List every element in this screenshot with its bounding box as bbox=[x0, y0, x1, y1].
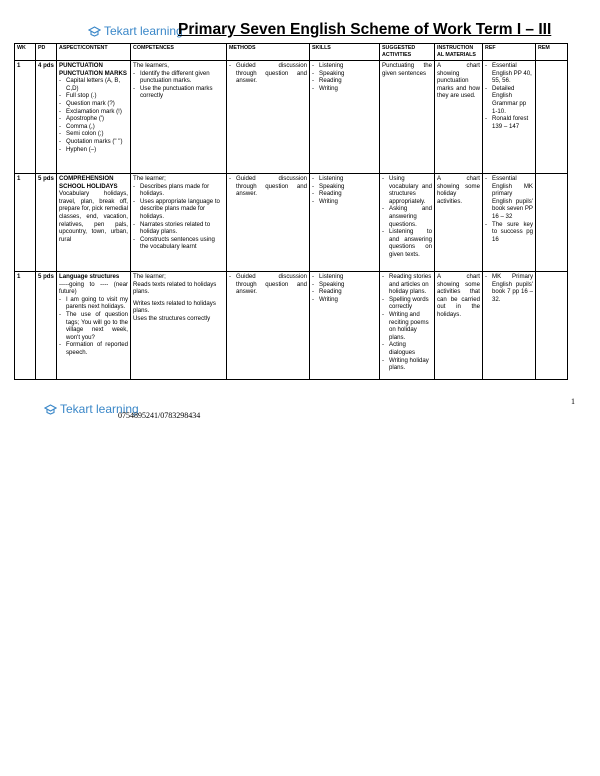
skills-cell bbox=[310, 272, 380, 380]
aspect-cell bbox=[57, 174, 131, 272]
aspect-text: Vocabulary holidays, travel, plan, break off, prepare for, pick remedial classes, end, vacation, relatives, pen pals, upcountry, town, urban, rural bbox=[59, 190, 128, 243]
table-row bbox=[15, 272, 568, 380]
periods-cell: 4 pds bbox=[36, 61, 57, 174]
list-item: - Full stop (.) bbox=[59, 92, 128, 100]
graduation-cap-icon bbox=[44, 404, 57, 415]
scheme-of-work-table bbox=[14, 43, 568, 380]
competences-cell bbox=[131, 272, 227, 380]
remarks-cell bbox=[536, 61, 568, 174]
list-item: - Listening bbox=[312, 273, 377, 281]
list-item: - Guided discussion through question and answer. bbox=[229, 273, 307, 296]
list-item: - Reading bbox=[312, 288, 377, 296]
list-item: - Listening to and answering questions on given texts. bbox=[382, 228, 432, 258]
activities-cell bbox=[380, 174, 435, 272]
list-item: - Speaking bbox=[312, 70, 377, 78]
column-header: WK bbox=[15, 44, 36, 61]
table-row bbox=[15, 174, 568, 272]
tekart-logo-top bbox=[88, 24, 183, 38]
column-header: METHODS bbox=[227, 44, 310, 61]
column-header: ASPECT/CONTENT bbox=[57, 44, 131, 61]
list-item: - Acting dialogues bbox=[382, 341, 432, 356]
list-item: - Describes plans made for holidays. bbox=[133, 183, 224, 198]
graduation-cap-icon bbox=[88, 26, 101, 37]
competence-paragraph: Reads texts related to holidays plans. bbox=[133, 280, 217, 296]
table-row bbox=[15, 61, 568, 174]
competences-cell bbox=[131, 174, 227, 272]
list-item: - Capital letters (A, B, C,D) bbox=[59, 77, 128, 92]
column-header: PD bbox=[36, 44, 57, 61]
competences-intro: The learner; bbox=[133, 175, 166, 182]
list-item: - The sure key to success pg 16 bbox=[485, 221, 533, 244]
list-item: - Essential English MK primary English pupils' book seven PP 16 – 32 bbox=[485, 175, 533, 221]
phone-numbers: 0754895241/0783298434 bbox=[118, 411, 201, 420]
skills-cell bbox=[310, 61, 380, 174]
list-item: - Writing and reciting poems on holiday plans. bbox=[382, 311, 432, 341]
page-number: 1 bbox=[571, 397, 575, 406]
week-cell: 1 bbox=[15, 174, 36, 272]
list-item: - Constructs sentences using the vocabulary learnt bbox=[133, 236, 224, 251]
materials-cell: A chart showing some holiday activities. bbox=[435, 174, 483, 272]
competences-intro: The learner; bbox=[133, 273, 166, 280]
list-item: - Speaking bbox=[312, 183, 377, 191]
periods-cell: 5 pds bbox=[36, 272, 57, 380]
list-item: - Reading bbox=[312, 77, 377, 85]
list-item: - Formation of reported speech. bbox=[59, 341, 128, 356]
list-item: - Comma (,) bbox=[59, 123, 128, 131]
list-item: - Uses appropriate language to describe plans made for holidays. bbox=[133, 198, 224, 221]
remarks-cell bbox=[536, 174, 568, 272]
column-header: REM bbox=[536, 44, 568, 61]
methods-cell bbox=[227, 61, 310, 174]
list-item: - Reading stories and articles on holiday plans. bbox=[382, 273, 432, 296]
list-item: - Exclamation mark (!) bbox=[59, 108, 128, 116]
list-item: - Apostrophe (') bbox=[59, 115, 128, 123]
list-item: - Using vocabulary and structures appropriately. bbox=[382, 175, 432, 205]
activities-cell: Punctuating the given sentences bbox=[380, 61, 435, 174]
week-cell: 1 bbox=[15, 61, 36, 174]
column-header: SUGGESTED ACTIVITIES bbox=[380, 44, 435, 61]
activities-cell bbox=[380, 272, 435, 380]
list-item: - Guided discussion through question and answer. bbox=[229, 175, 307, 198]
aspect-cell bbox=[57, 61, 131, 174]
list-item: - MK Primary English pupils' book 7 pp 16 – 32. bbox=[485, 273, 533, 303]
methods-cell bbox=[227, 272, 310, 380]
aspect-heading: Language structures bbox=[59, 273, 120, 280]
aspect-subheading: -----going to ---- (near future) bbox=[59, 280, 128, 296]
remarks-cell bbox=[536, 272, 568, 380]
week-cell: 1 bbox=[15, 272, 36, 380]
aspect-heading: COMPREHENSION SCHOOL HOLIDAYS bbox=[59, 175, 118, 190]
competence-paragraph: Writes texts related to holidays plans. bbox=[133, 299, 216, 315]
list-item: - Listening bbox=[312, 62, 377, 70]
page-title: Primary Seven English Scheme of Work Term I – III bbox=[178, 21, 552, 38]
list-item: - The use of question tags; You will go to the village next week, won't you? bbox=[59, 311, 128, 341]
list-item: - I am going to visit my parents next holidays. bbox=[59, 296, 128, 311]
references-cell bbox=[483, 174, 536, 272]
list-item: - Essential English PP 40, 55, 56. bbox=[485, 62, 533, 85]
list-item: - Writing bbox=[312, 296, 377, 304]
methods-cell bbox=[227, 174, 310, 272]
list-item: - Asking and answering questions. bbox=[382, 205, 432, 228]
list-item: - Use the punctuation marks correctly bbox=[133, 85, 224, 100]
aspect-heading: PUNCTUATION PUNCTUATION MARKS bbox=[59, 62, 127, 77]
materials-cell: A chart showing some activities that can be carried out in the holidays. bbox=[435, 272, 483, 380]
competences-intro: The learners, bbox=[133, 62, 169, 69]
competence-paragraph: Uses the structures correctly bbox=[133, 315, 211, 323]
aspect-cell bbox=[57, 272, 131, 380]
list-item: - Narrates stories related to holiday plans. bbox=[133, 221, 224, 236]
logo-text: Tekart learning bbox=[60, 402, 139, 416]
list-item: - Writing holiday plans. bbox=[382, 357, 432, 372]
list-item: - Guided discussion through question and answer. bbox=[229, 62, 307, 85]
list-item: - Listening bbox=[312, 175, 377, 183]
list-item: - Ronald forest 139 – 147 bbox=[485, 115, 533, 130]
column-header: INSTRUCTION AL MATERIALS bbox=[435, 44, 483, 61]
references-cell bbox=[483, 272, 536, 380]
list-item: - Detailed English Grammar pp 1-10. bbox=[485, 85, 533, 115]
table-header-row bbox=[15, 44, 568, 61]
periods-cell: 5 pds bbox=[36, 174, 57, 272]
list-item: - Writing bbox=[312, 198, 377, 206]
list-item: - Question mark (?) bbox=[59, 100, 128, 108]
list-item: - Spelling words correctly bbox=[382, 296, 432, 311]
list-item: - Quotation marks (" ") bbox=[59, 138, 128, 146]
materials-cell: A chart showing punctuation marks and how they are used. bbox=[435, 61, 483, 174]
list-item: - Writing bbox=[312, 85, 377, 93]
column-header: REF bbox=[483, 44, 536, 61]
skills-cell bbox=[310, 174, 380, 272]
list-item: - Identify the different given punctuation marks. bbox=[133, 70, 224, 85]
column-header: COMPETENCES bbox=[131, 44, 227, 61]
list-item: - Semi colon (;) bbox=[59, 130, 128, 138]
list-item: - Reading bbox=[312, 190, 377, 198]
logo-text: Tekart learning bbox=[104, 24, 183, 38]
list-item: - Hyphen (–) bbox=[59, 146, 128, 154]
list-item: - Speaking bbox=[312, 281, 377, 289]
competences-cell bbox=[131, 61, 227, 174]
references-cell bbox=[483, 61, 536, 174]
column-header: SKILLS bbox=[310, 44, 380, 61]
